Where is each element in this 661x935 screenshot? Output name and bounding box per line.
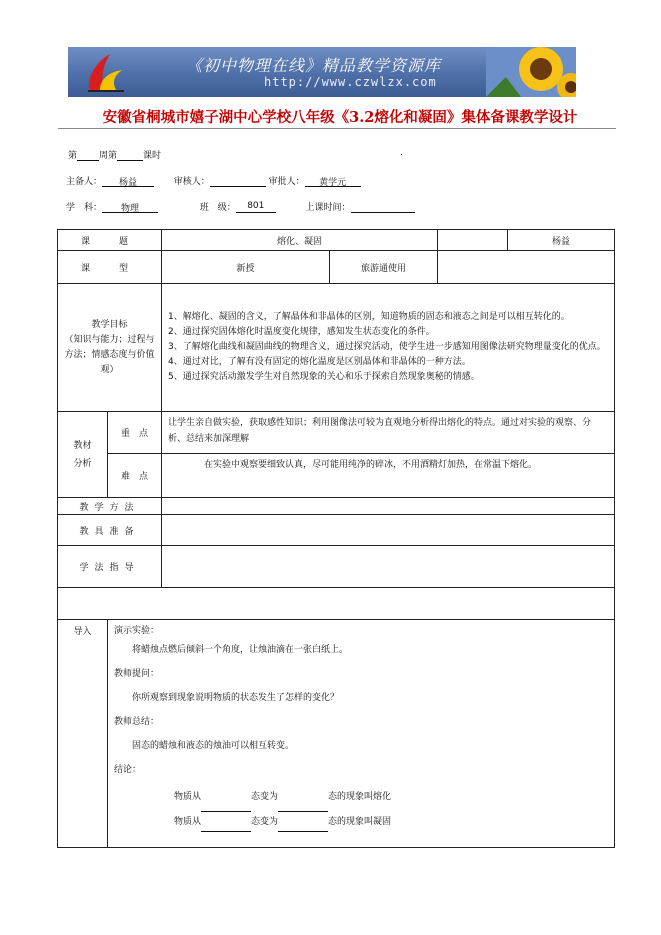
subject-line: 学 科： 物理 班 级： 801 上课时间： <box>66 200 415 213</box>
row-guide <box>58 546 615 588</box>
topic-spacer <box>438 230 508 251</box>
dot-mark: . <box>400 148 403 158</box>
analysis-label: 教材 分析 <box>58 412 108 498</box>
intro-line: 教师提问： <box>114 669 160 679</box>
difficulty-label: 难 点 <box>108 454 162 498</box>
intro-line: 固态的蜡烛和液态的烛油可以相互转变。 <box>132 741 295 751</box>
intro-content <box>108 620 615 848</box>
tool-value: 旅游通使用 <box>330 251 438 284</box>
goal-item: 2、通过探究固体熔化时温度变化规律，感知发生状态变化的条件。 <box>168 327 435 337</box>
row-goals <box>58 284 615 412</box>
guide-value <box>162 546 615 588</box>
title-rule <box>58 128 616 129</box>
type-spacer <box>438 251 615 284</box>
goal-item: 4、通过对比，了解有没有固定的熔化温度是区别晶体和非晶体的一种方法。 <box>168 357 471 367</box>
week-line: 第 周第 课时 <box>68 151 162 161</box>
document-title: 安徽省桐城市嬉子湖中心学校八年级《3.2熔化和凝固》集体备课教学设计 <box>102 109 578 126</box>
method-value <box>162 498 615 515</box>
intro-line: 教师总结： <box>114 717 160 727</box>
empty-cell <box>58 588 615 620</box>
goal-item: 1、解熔化、凝固的含义，了解晶体和非晶体的区别，知道物质的固态和液态之间是可以相互转化的。 <box>168 312 570 322</box>
aids-value <box>162 515 615 546</box>
topic-value: 熔化、凝固 <box>162 230 438 251</box>
row-topic <box>58 230 615 251</box>
banner-title: 《初中物理在线》精品教学资源库 <box>186 56 442 75</box>
intro-line: 演示实验： <box>114 626 160 636</box>
goal-item: 3、了解熔化曲线和凝固曲线的物理含义，通过探究活动，使学生进一步感知用图像法研究物理量变化的优点。 <box>168 342 606 352</box>
header-banner <box>68 47 576 97</box>
row-difficulty <box>58 454 615 498</box>
key-label: 重 点 <box>108 412 162 454</box>
method-label: 教学方法 <box>58 498 162 515</box>
banner-url[interactable]: http://www.czwlzx.com <box>264 75 437 89</box>
row-aids <box>58 515 615 546</box>
freeze-definition: 物质从 态变为 态的现象叫凝固 <box>114 812 608 832</box>
topic-label: 课 题 <box>58 230 162 251</box>
logo-icon <box>82 50 128 94</box>
goal-item: 5、通过探究活动激发学生对自然现象的关心和乐于探索自然现象奥秘的情感。 <box>168 372 480 382</box>
row-empty <box>58 588 615 620</box>
goals-label: 教学目标 （知识与能力；过程与方法；情感态度与价值观） <box>58 284 162 412</box>
goals-list <box>162 284 615 412</box>
melt-definition: 物质从 态变为 态的现象叫熔化 <box>114 782 608 812</box>
sunflower-icon <box>486 47 576 97</box>
row-intro <box>58 620 615 848</box>
teacher-name: 杨益 <box>508 230 615 251</box>
aids-label: 教具准备 <box>58 515 162 546</box>
key-value: 让学生亲自做实验，获取感性知识；利用图像法可较为直观地分析得出熔化的特点。通过对实验的观察、分析、总结来加深理解 <box>162 412 615 454</box>
intro-line: 你所观察到现象说明物质的状态发生了怎样的变化？ <box>132 693 340 703</box>
intro-line: 结论： <box>114 765 142 775</box>
intro-line: 将蜡烛点燃后倾斜一个角度，让烛油滴在一张白纸上。 <box>132 645 349 655</box>
intro-label: 导入 <box>58 620 108 848</box>
lesson-plan-table <box>57 229 615 848</box>
type-label: 课 型 <box>58 251 162 284</box>
preparer-line: 主备人： 杨益 审核人： 审批人： 黄学元 <box>66 174 361 187</box>
type-value: 新授 <box>162 251 330 284</box>
row-type <box>58 251 615 284</box>
row-method <box>58 498 615 515</box>
row-key-point <box>58 412 615 454</box>
difficulty-value: 在实验中观察要细致认真，尽可能用纯净的碎冰，不用酒精灯加热，在常温下熔化。 <box>162 454 615 498</box>
guide-label: 学法指导 <box>58 546 162 588</box>
